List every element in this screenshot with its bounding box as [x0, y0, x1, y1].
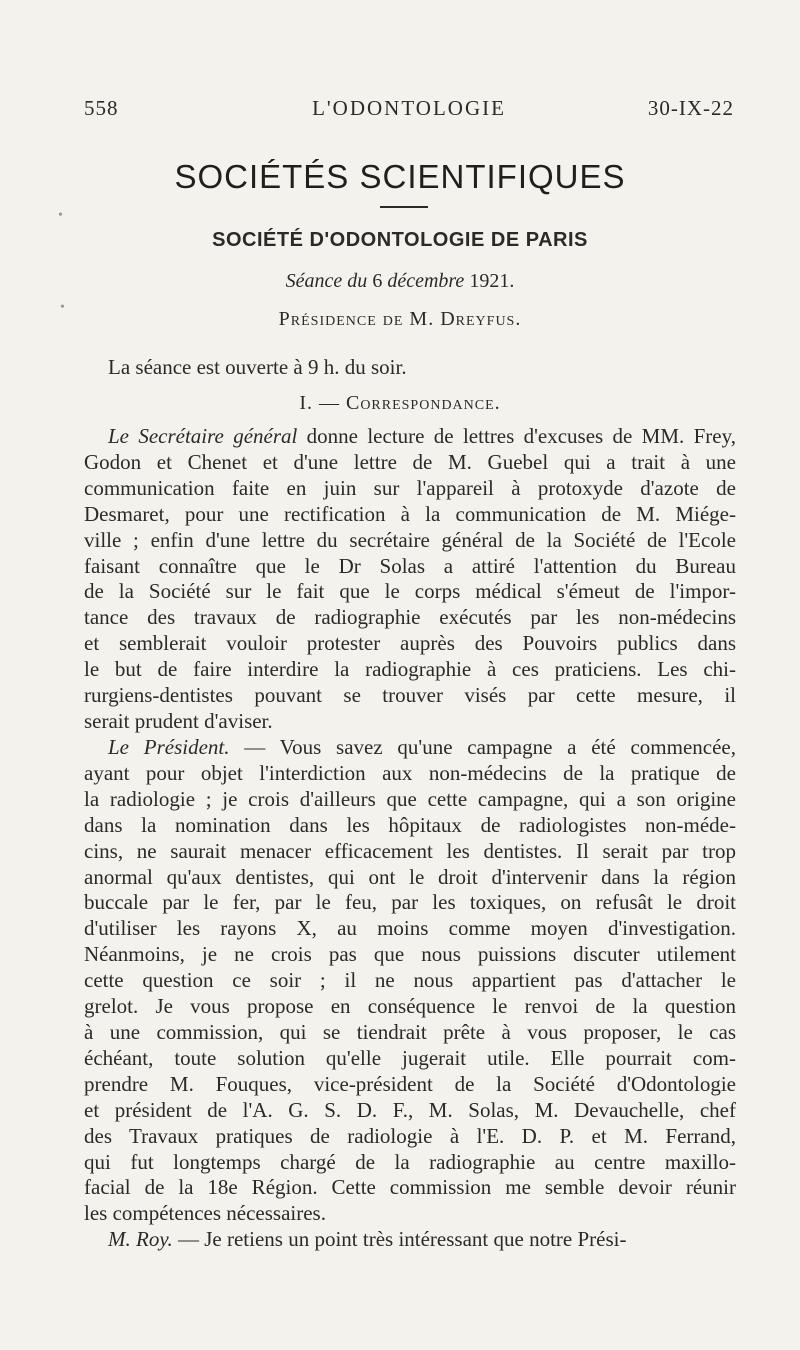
- text-line: la radiologie ; je crois d'ailleurs que cette campagne, qui a son origine: [84, 786, 736, 811]
- text-line: rurgiens-dentistes pouvant se trouver visés par cette mesure, il: [84, 683, 736, 708]
- text-line: Godon et Chenet et d'une lettre de M. Guebel qui a trait à une: [84, 449, 736, 474]
- opening-line: La séance est ouverte à 9 h. du soir.: [108, 355, 407, 379]
- text-line: Desmaret, pour une rectification à la communication de M. Miége-: [84, 501, 736, 526]
- page-title: SOCIÉTÉS SCIENTIFIQUES: [174, 158, 626, 195]
- paragraph-correspondance: [84, 424, 736, 735]
- society-heading: SOCIÉTÉ D'ODONTOLOGIE DE PARIS: [212, 229, 588, 251]
- text-line: faisant connaître que le Dr Solas a attiré l'attention du Bureau: [84, 553, 736, 578]
- text-line: ayant pour objet l'interdiction aux non-médecins de la pratique de: [84, 760, 736, 785]
- scan-speck: •: [58, 208, 63, 223]
- paragraph-president: [84, 735, 736, 1227]
- text-line: tance des travaux de radiographie exécutés par les non-médecins: [84, 605, 736, 630]
- scan-speck: •: [60, 300, 65, 315]
- paragraph-roy: [84, 1227, 736, 1253]
- text-line: M. Roy. — Je retiens un point très intéressant que notre Prési-: [108, 1227, 627, 1251]
- text-line: qui fut longtemps chargé de la radiographie au centre maxillo-: [84, 1149, 736, 1174]
- session-month: décembre: [387, 270, 465, 292]
- text-line: d'utiliser les rayons X, au moins comme moyen d'investigation.: [84, 916, 736, 941]
- session-date: [0, 270, 800, 293]
- text-line: échéant, toute solution qu'elle jugerait utile. Elle pourrait com-: [84, 1045, 736, 1070]
- text-line: dans la nomination dans les hôpitaux de radiologistes non-méde-: [84, 812, 736, 837]
- text-line: prendre M. Fouques, vice-président de la Société d'Odontologie: [84, 1071, 736, 1096]
- text-line: buccale par le fer, par le feu, par les toxiques, on refusât le droit: [84, 890, 736, 915]
- text-line: cins, ne saurait menacer efficacement les dentistes. Il serait par trop: [84, 838, 736, 863]
- text-line: communication faite en juin sur l'appareil à protoxyde d'azote de: [84, 475, 736, 500]
- speaker-name: Le Président.: [108, 735, 230, 759]
- text-line: Néanmoins, je ne crois pas que nous puissions discuter utilement: [84, 942, 736, 967]
- text-line: et président de l'A. G. S. D. F., M. Solas, M. Devauchelle, chef: [84, 1097, 736, 1122]
- text-line: de la Société sur le fait que le corps médical s'émeut de l'impor-: [84, 579, 736, 604]
- text-line: le but de faire interdire la radiographie à ces praticiens. Les chi-: [84, 657, 736, 682]
- text-line: facial de la 18e Région. Cette commission me semble devoir réunir: [84, 1175, 736, 1200]
- session-year: 1921.: [469, 270, 515, 292]
- running-header: [84, 96, 734, 126]
- speaker-name: M. Roy.: [108, 1227, 173, 1251]
- speaker-name: Le Secrétaire général: [108, 424, 298, 448]
- section-heading: I. — Correspondance.: [299, 392, 501, 414]
- page-number: 558: [84, 96, 119, 120]
- text-line: les compétences nécessaires.: [84, 1201, 326, 1226]
- text-line: grelot. Je vous propose en conséquence le renvoi de la question: [84, 994, 736, 1019]
- running-title: L'ODONTOLOGIE: [312, 96, 506, 120]
- title-divider: [380, 206, 428, 208]
- issue-date: 30-IX-22: [647, 96, 734, 120]
- session-day: 6: [372, 270, 383, 292]
- text-line: et semblerait vouloir protester auprès des Pouvoirs publics dans: [84, 631, 736, 656]
- presidency-line: Présidence de M. Dreyfus.: [278, 308, 522, 330]
- text-line: des Travaux pratiques de radiologie à l'E. D. P. et M. Ferrand,: [84, 1123, 736, 1148]
- text-line: cette question ce soir ; il ne nous appartient pas d'attacher le: [84, 968, 736, 993]
- text-line: anormal qu'aux dentistes, qui ont le droit d'intervenir dans la région: [84, 864, 736, 889]
- text-line: serait prudent d'aviser.: [84, 708, 273, 733]
- text-line: Le Secrétaire général donne lecture de lettres d'excuses de MM. Frey,: [108, 424, 736, 448]
- text-line: Le Président. — Vous savez qu'une campagne a été commencée,: [108, 735, 736, 759]
- text-line: à une commission, qui se tiendrait prête à vous proposer, le cas: [84, 1019, 736, 1044]
- session-label: Séance du: [285, 270, 368, 292]
- text-line: ville ; enfin d'une lettre du secrétaire général de la Société de l'Ecole: [84, 527, 736, 552]
